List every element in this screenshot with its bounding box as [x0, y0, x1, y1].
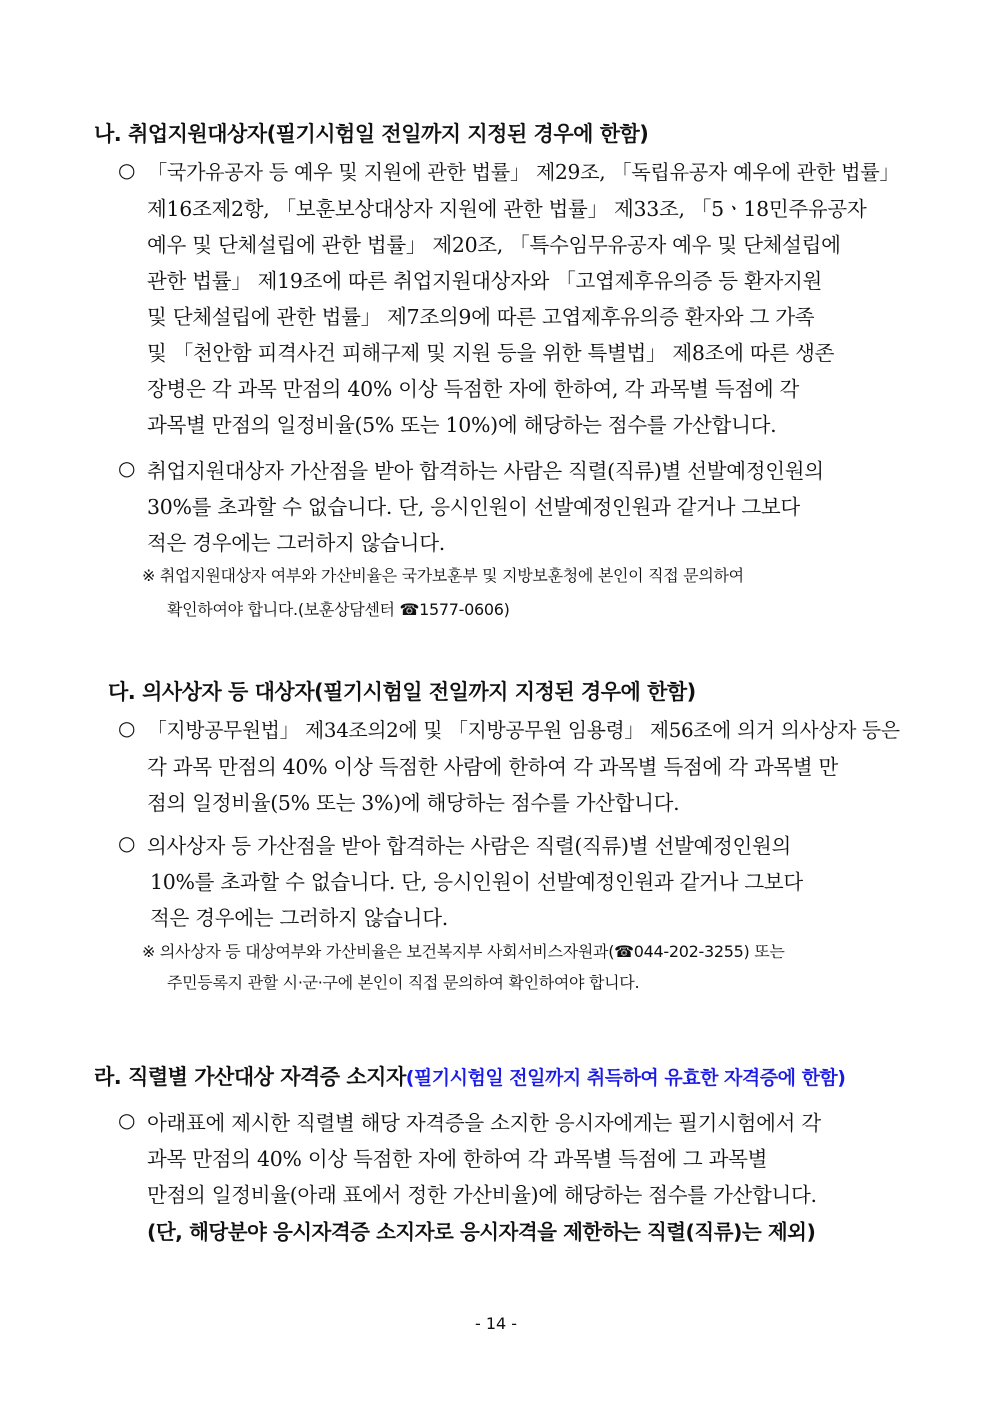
paragraph-line: 적은 경우에는 그러하지 않습니다. [147, 531, 445, 555]
paragraph-line: 「국가유공자 등 예우 및 지원에 관한 법률」 제29조, 「독립유공자 예우에 관한 법률」 [147, 160, 900, 184]
paragraph-line: 제16조제2항, 「보훈보상대상자 지원에 관한 법률」 제33조, 「5ㆍ18민주유공자 [147, 197, 867, 221]
note-line: 확인하여야 합니다.(보훈상담센터 ☎1577-0606) [167, 600, 510, 619]
page-number: - 14 - [474, 1314, 518, 1333]
paragraph-line: 10%를 초과할 수 없습니다. 단, 응시인원이 선발예정인원과 같거나 그보다 [150, 870, 803, 894]
paragraph-line: 각 과목 만점의 40% 이상 득점한 사람에 한하여 각 과목별 득점에 각 과목별 만 [147, 755, 839, 779]
section-heading-ra-main: 라. 직렬별 가산대상 자격증 소지자 [94, 1065, 406, 1089]
paragraph-line: 과목별 만점의 일정비율(5% 또는 10%)에 해당하는 점수를 가산합니다. [147, 413, 777, 437]
note-line: 주민등록지 관할 시·군·구에 본인이 직접 문의하여 확인하여야 합니다. [167, 973, 640, 992]
exclusion-note: (단, 해당분야 응시자격증 소지자로 응시자격을 제한하는 직렬(직류)는 제외) [147, 1220, 816, 1244]
bullet-symbol: ○ [118, 831, 136, 855]
paragraph-line: 점의 일정비율(5% 또는 3%)에 해당하는 점수를 가산합니다. [147, 791, 680, 815]
paragraph-line: 의사상자 등 가산점을 받아 합격하는 사람은 직렬(직류)별 선발예정인원의 [147, 834, 791, 858]
section-heading-na: 나. 취업지원대상자(필기시험일 전일까지 지정된 경우에 한함) [94, 122, 649, 146]
paragraph-line: 예우 및 단체설립에 관한 법률」 제20조, 「특수임무유공자 예우 및 단체설립에 [147, 233, 841, 257]
paragraph-line: 과목 만점의 40% 이상 득점한 자에 한하여 각 과목별 득점에 그 과목별 [147, 1147, 768, 1171]
bullet-symbol: ○ [118, 456, 136, 480]
bullet-symbol: ○ [118, 1108, 136, 1132]
paragraph-line: 및 단체설립에 관한 법률」 제7조의9에 따른 고엽제후유의증 환자와 그 가족 [147, 305, 815, 329]
paragraph-line: 취업지원대상자 가산점을 받아 합격하는 사람은 직렬(직류)별 선발예정인원의 [147, 459, 824, 483]
section-heading-ra [94, 1061, 845, 1091]
paragraph-line: 아래표에 제시한 직렬별 해당 자격증을 소지한 응시자에게는 필기시험에서 각 [147, 1111, 821, 1135]
paragraph-line: 적은 경우에는 그러하지 않습니다. [150, 906, 448, 930]
paragraph-line: 「지방공무원법」 제34조의2에 및 「지방공무원 임용령」 제56조에 의거 의사상자 등은 [147, 719, 900, 742]
section-heading-ra-condition: (필기시험일 전일까지 취득하여 유효한 자격증에 한함) [405, 1067, 846, 1089]
paragraph-line: 및 「천안함 피격사건 피해구제 및 지원 등을 위한 특별법」 제8조에 따른 생존 [147, 341, 835, 365]
paragraph-line: 관한 법률」 제19조에 따른 취업지원대상자와 「고엽제후유의증 등 환자지원 [147, 269, 822, 293]
note-line: ※ 취업지원대상자 여부와 가산비율은 국가보훈부 및 지방보훈청에 본인이 직접 문의하여 [142, 566, 744, 585]
bullet-symbol: ○ [118, 158, 136, 182]
paragraph-line: 30%를 초과할 수 없습니다. 단, 응시인원이 선발예정인원과 같거나 그보다 [147, 495, 800, 519]
paragraph-line: 장병은 각 과목 만점의 40% 이상 득점한 자에 한하여, 각 과목별 득점에 각 [147, 377, 800, 401]
section-heading-da: 다. 의사상자 등 대상자(필기시험일 전일까지 지정된 경우에 한함) [108, 680, 696, 704]
bullet-symbol: ○ [118, 716, 136, 740]
note-line: ※ 의사상자 등 대상여부와 가산비율은 보건복지부 사회서비스자원과(☎044-202-3255) 또는 [142, 942, 785, 961]
paragraph-line: 만점의 일정비율(아래 표에서 정한 가산비율)에 해당하는 점수를 가산합니다. [147, 1183, 817, 1207]
